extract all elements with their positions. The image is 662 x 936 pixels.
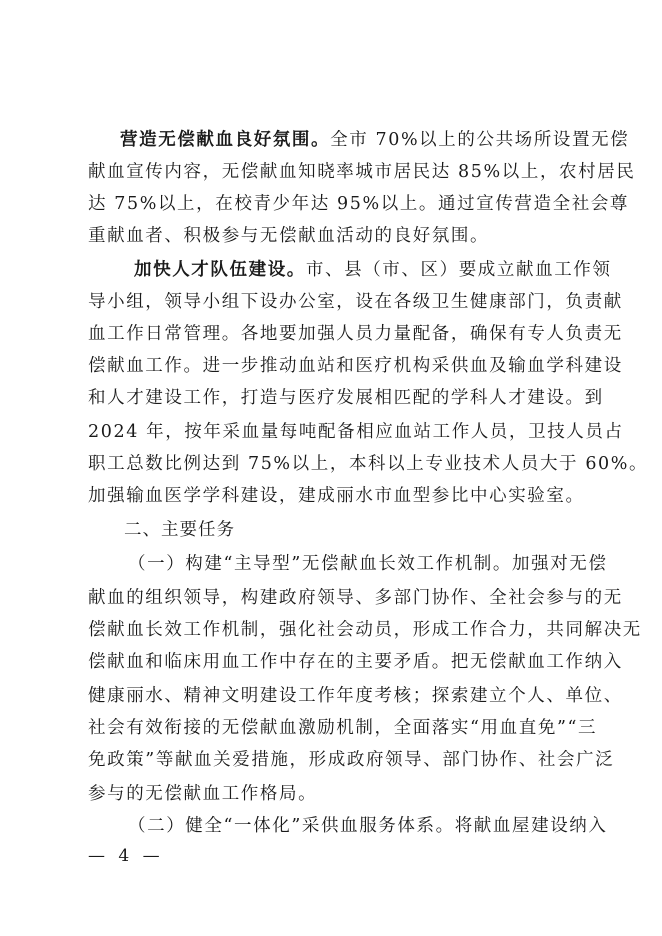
paragraph-line: 达 75%以上，在校青少年达 95%以上。通过宣传营造全社会尊	[88, 194, 630, 214]
paragraph-line: 献血宣传内容，无偿献血知晓率城市居民达 85%以上，农村居民	[88, 162, 636, 182]
paragraph-line: 参与的无偿献血工作格局。	[88, 784, 318, 804]
paragraph-line: 偿献血和临床用血工作中存在的主要矛盾。把无偿献血工作纳入	[88, 652, 623, 672]
paragraph-line: 献血的组织领导，构建政府领导、多部门协作、全社会参与的无	[88, 588, 623, 608]
paragraph-line: 导小组，领导小组下设办公室，设在各级卫生健康部门，负责献	[88, 292, 623, 312]
paragraph-line: （二）健全“一体化”采供血服务体系。将献血屋建设纳入	[128, 816, 608, 836]
paragraph-line: 2024 年，按年采血量每吨配备相应血站工作人员，卫技人员占	[88, 422, 624, 442]
paragraph-line: 加快人才队伍建设。市、县（市、区）要成立献血工作领	[134, 260, 612, 280]
bold-lead: 营造无偿献血良好氛围。	[120, 130, 331, 150]
page-number: — 4 —	[88, 846, 164, 866]
paragraph-line: 偿献血长效工作机制，强化社会动员，形成工作合力，共同解决无	[88, 620, 642, 640]
paragraph-line: 免政策”等献血关爱措施，形成政府领导、部门协作、社会广泛	[88, 750, 615, 770]
paragraph-line: 健康丽水、精神文明建设工作年度考核；探索建立个人、单位、	[88, 686, 623, 706]
bold-lead: 加快人才队伍建设。	[134, 260, 306, 280]
paragraph-line: 和人才建设工作，打造与医疗发展相匹配的学科人才建设。到	[88, 388, 604, 408]
paragraph-line: 职工总数比例达到 75%以上，本科以上专业技术人员大于 60%。	[88, 454, 649, 474]
paragraph-line: 加强输血医学学科建设，建成丽水市血型参比中心实验室。	[88, 486, 585, 506]
section-heading: 二、主要任务	[124, 520, 235, 540]
paragraph-line: 营造无偿献血良好氛围。全市 70%以上的公共场所设置无偿	[120, 130, 630, 150]
paragraph-line: 偿献血工作。进一步推动血站和医疗机构采供血及输血学科建设	[88, 356, 623, 376]
paragraph-line: 血工作日常管理。各地要加强人员力量配备，确保有专人负责无	[88, 324, 623, 344]
paragraph-line: 重献血者、积极参与无偿献血活动的良好氛围。	[88, 226, 490, 246]
paragraph-line: （一）构建“主导型”无偿献血长效工作机制。加强对无偿	[128, 554, 608, 574]
paragraph-line: 社会有效衔接的无偿献血激励机制，全面落实“用血直免”“三	[88, 718, 598, 738]
